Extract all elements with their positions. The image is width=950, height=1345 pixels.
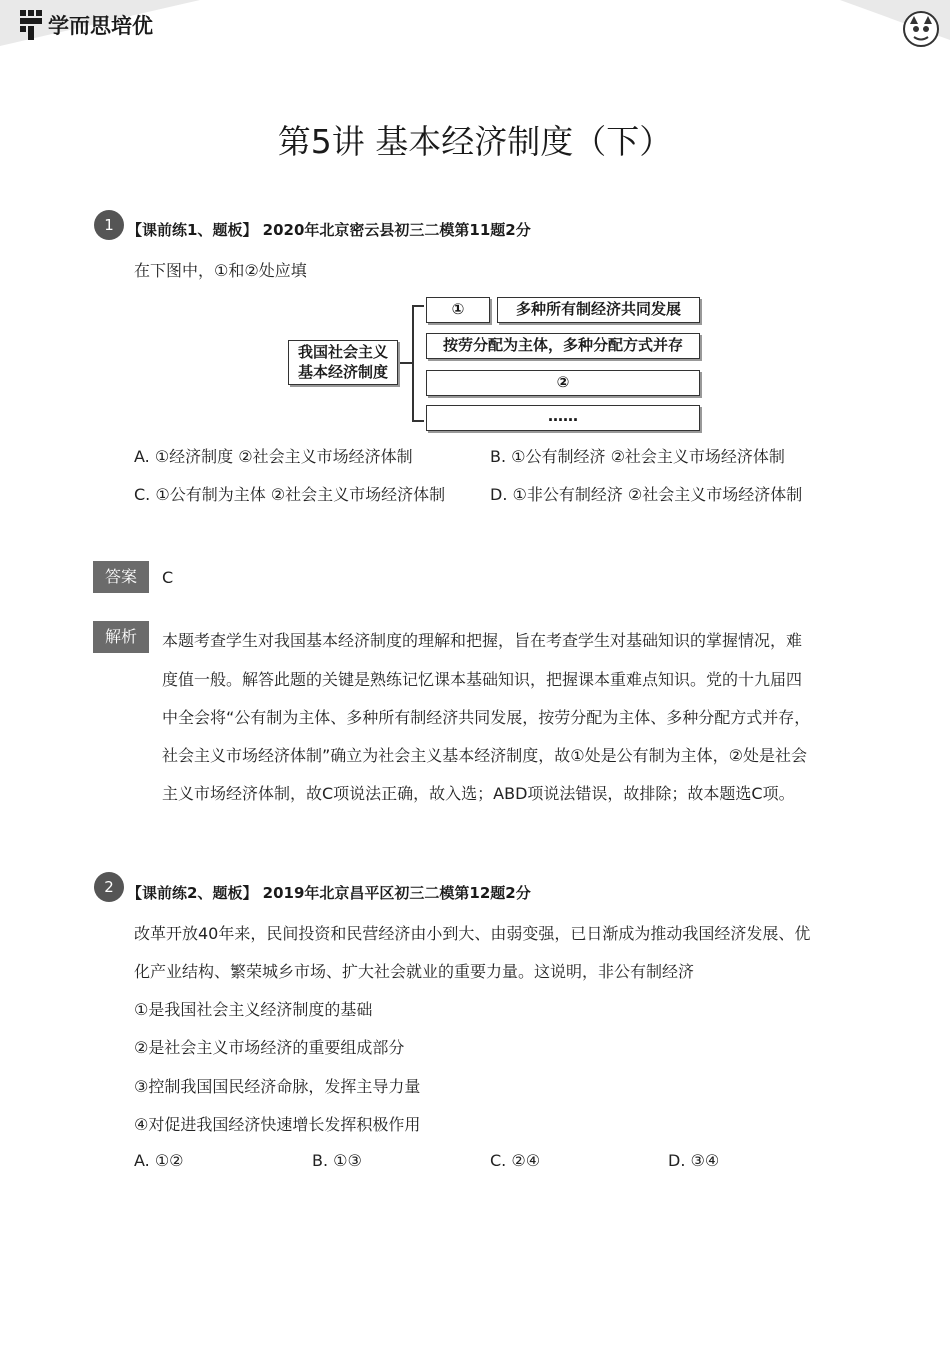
question-heading: 【课前练1、题板】 2020年北京密云县初三二模第11题2分 — [127, 221, 531, 239]
question-number-badge: 2 — [94, 872, 124, 902]
diagram-ownership-box: 多种所有制经济共同发展 — [497, 297, 700, 323]
option-d[interactable]: D. ③④ — [668, 1151, 720, 1170]
question-number-badge: 1 — [94, 210, 124, 240]
analysis-line: 本题考查学生对我国基本经济制度的理解和把握，旨在考查学生对基础知识的掌握情况，难 — [162, 631, 803, 650]
mascot-icon — [902, 10, 940, 48]
option-b[interactable]: B. ①公有制经济 ②社会主义市场经济体制 — [490, 447, 785, 466]
statement-item: ①是我国社会主义经济制度的基础 — [134, 1000, 373, 1019]
diagram-root-box — [288, 340, 398, 385]
diagram-bracket-bottom — [412, 420, 424, 422]
page-title: 第5讲 基本经济制度（下） — [277, 122, 673, 161]
question-stem-line: 化产业结构、繁荣城乡市场、扩大社会就业的重要力量。这说明，非公有制经济 — [134, 962, 695, 981]
brand-logo — [18, 8, 153, 42]
statement-item: ③控制我国国民经济命脉，发挥主导力量 — [134, 1077, 421, 1096]
question-heading: 【课前练2、题板】 2019年北京昌平区初三二模第12题2分 — [127, 884, 531, 902]
diagram-bracket-top — [412, 305, 424, 307]
diagram-blank-2-box: ② — [426, 370, 700, 396]
diagram-connector — [400, 362, 412, 364]
answer-value: C — [162, 568, 174, 587]
diagram-root-line-1: 我国社会主义 — [297, 343, 388, 361]
diagram-distribution-box: 按劳分配为主体，多种分配方式并存 — [426, 333, 700, 359]
diagram-root-line-2: 基本经济制度 — [297, 363, 388, 381]
diagram-blank-1-box: ① — [426, 297, 490, 323]
analysis-line: 社会主义市场经济体制”确立为社会主义基本经济制度，故①处是公有制为主体，②处是社会 — [162, 746, 807, 765]
brand-logo-icon — [18, 8, 44, 42]
question-stem-line: 改革开放40年来，民间投资和民营经济由小到大、由弱变强，已日渐成为推动我国经济发展、优 — [134, 924, 811, 943]
analysis-label: 解析 — [93, 621, 149, 653]
analysis-line: 度值一般。解答此题的关键是熟练记忆课本基础知识，把握课本重难点知识。党的十九届四 — [162, 670, 803, 689]
option-c[interactable]: C. ①公有制为主体 ②社会主义市场经济体制 — [134, 485, 446, 504]
brand-name: 学而思培优 — [48, 14, 153, 38]
statement-item: ④对促进我国经济快速增长发挥积极作用 — [134, 1115, 421, 1134]
analysis-line: 中全会将“公有制为主体、多种所有制经济共同发展，按劳分配为主体、多种分配方式并存， — [162, 708, 811, 727]
statement-item: ②是社会主义市场经济的重要组成部分 — [134, 1038, 405, 1057]
option-a[interactable]: A. ①② — [134, 1151, 184, 1170]
question-stem: 在下图中，①和②处应填 — [134, 261, 307, 280]
option-a[interactable]: A. ①经济制度 ②社会主义市场经济体制 — [134, 447, 413, 466]
diagram-ellipsis-box: …… — [426, 405, 700, 431]
option-b[interactable]: B. ①③ — [312, 1151, 362, 1170]
answer-label: 答案 — [93, 561, 149, 593]
analysis-line: 主义市场经济体制，故C项说法正确，故入选；ABD项说法错误，故排除；故本题选C项。 — [162, 784, 795, 803]
diagram-bracket — [412, 305, 414, 421]
option-c[interactable]: C. ②④ — [490, 1151, 541, 1170]
option-d[interactable]: D. ①非公有制经济 ②社会主义市场经济体制 — [490, 485, 803, 504]
